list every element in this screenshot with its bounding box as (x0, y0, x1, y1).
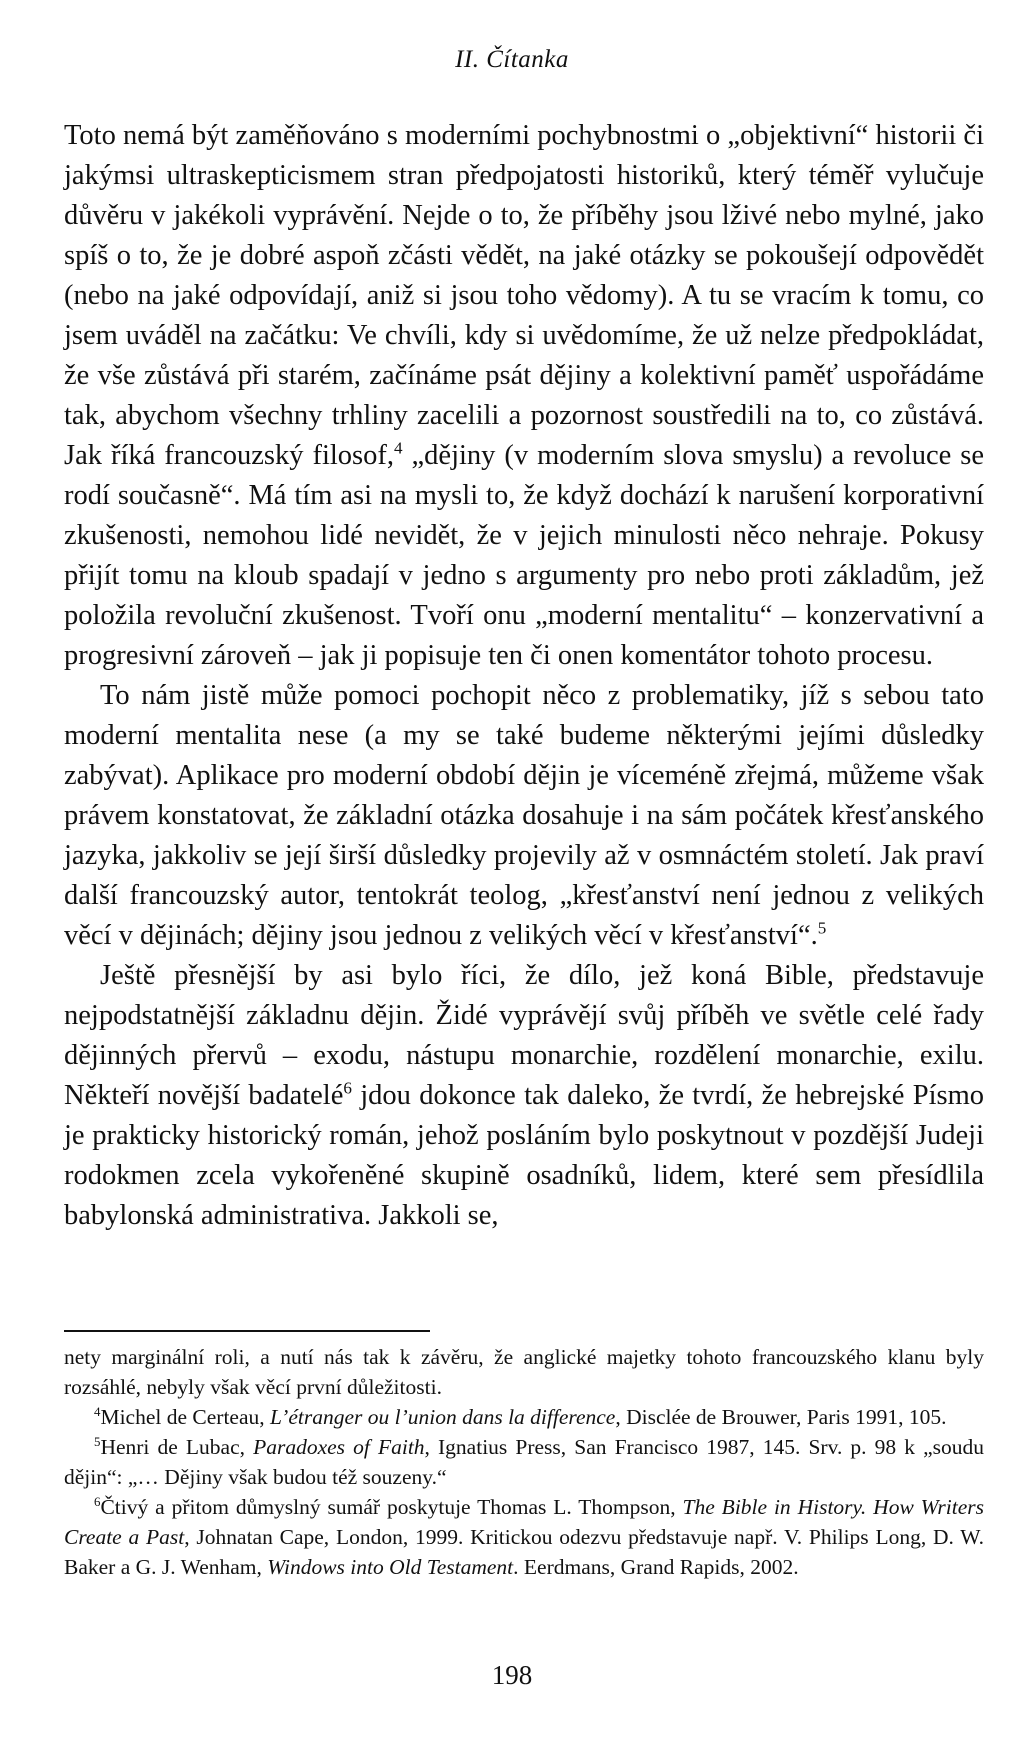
text-run: , Johnatan Cape, London, 1999. Kritickou odezvu představuje např. V. Philips Long, D. W. Baker a G. J. Wenham, (64, 1525, 984, 1579)
italic-title: The Bible in History. How Writers Create a Past (64, 1495, 984, 1549)
italic-title: L’étranger ou l’union dans la difference (270, 1405, 616, 1429)
italic-title: Paradoxes of Faith (253, 1435, 425, 1459)
text-run: Ještě přesnější by asi bylo říci, že dílo, jež koná Bible, představuje nejpodstatnější základnu dějin. Židé vyprávějí svůj příběh ve světle celé řady dějinných přervů – exodu, nástupu monarchie, rozdělení monarchie, exilu. Někteří novější badatelé (64, 960, 984, 1111)
footnote-reference: 5 (94, 1434, 101, 1449)
footnotes (64, 1342, 984, 1582)
footnote-1 (64, 1342, 984, 1402)
italic-title: Windows into Old Testament (267, 1555, 514, 1579)
text-run: , Ignatius Press, San Francisco 1987, 145. Srv. p. 98 k „soudu dějin“: „… Dějiny však budou též souzeny.“ (64, 1435, 984, 1489)
text-run: nety marginální roli, a nutí nás tak k závěru, že anglické majetky tohoto francouzského klanu byly rozsáhlé, nebyly však věcí první důležitosti. (64, 1345, 984, 1399)
text-run: Čtivý a přitom důmyslný sumář poskytuje Thomas L. Thompson, (100, 1495, 683, 1519)
text-run: „dějiny (v moderním slova smyslu) a revoluce se rodí současně“. Má tím asi na mysli to, že když dochází k narušení korporativní zkušenosti, nemohou lidé nevidět, že v jejich minulosti něco nehraje. Pokusy přijít tomu na kloub spadají v jedno s argumenty pro nebo proti základům, jež položila revoluční zkušenost. Tvoří onu „moderní mentalitu“ – konzervativní a progresivní zároveň – jak ji popisuje ten či onen komentátor tohoto procesu. (64, 440, 984, 671)
text-run: To nám jistě může pomoci pochopit něco z problematiky, jíž s sebou tato moderní mentalita nese (a my se také budeme některými jejími důsledky zabývat). Aplikace pro moderní období dějin je víceméně zřejmá, můžeme však právem konstatovat, že základní otázka dosahuje i na sám počátek křesťanského jazyka, jakkoliv se její širší důsledky projevily až v osmnáctém století. Jak praví další francouzský autor, tentokrát teolog, „křesťanství není jednou z velikých věcí v dějinách; dějiny jsou jednou z velikých věcí v křesťanství“. (64, 680, 984, 951)
footnote-reference: 4 (94, 1404, 101, 1419)
text-run: Toto nemá být zaměňováno s moderními pochybnostmi o „objektivní“ historii či jakýmsi ultraskepticismem stran předpojatosti historiků, který téměř vylučuje důvěru v jakékoli vyprávění. Nejde o to, že příběhy jsou lživé nebo mylné, jako spíš o to, že je dobré aspoň zčásti vědět, na jaké otázky se pokoušejí odpovědět (nebo na jaké odpovídají, aniž si jsou toho vědomy). A tu se vracím k tomu, co jsem uváděl na začátku: Ve chvíli, kdy si uvědomíme, že už nelze předpokládat, že vše zůstává při starém, začínáme psát dějiny a kolektivní paměť uspořádáme tak, abychom všechny trhliny zacelili a pozornost soustředili na to, co zůstává. Jak říká francouzský filosof, (64, 120, 984, 471)
footnote-reference: 6 (343, 1078, 352, 1098)
footnote-reference: 5 (817, 918, 827, 938)
text-run: Michel de Certeau, (100, 1405, 270, 1429)
text-run: jdou dokonce tak daleko, že tvrdí, že hebrejské Písmo je prakticky historický román, jehož posláním bylo poskytnout v pozdější Judeji rodokmen zcela vykořeněné skupině osadníků, lidem, které sem přesídlila babylonská administrativa. Jakkoli se, (64, 1080, 984, 1231)
paragraph-1 (64, 116, 984, 676)
page-number: 198 (491, 1660, 533, 1690)
text-run: Henri de Lubac, (100, 1435, 254, 1459)
body-text (64, 116, 984, 1236)
text-run: , Disclée de Brouwer, Paris 1991, 105. (615, 1405, 947, 1429)
paragraph-3 (64, 956, 984, 1236)
paragraph-2 (64, 676, 984, 956)
footnote-2 (64, 1402, 984, 1432)
footnote-reference: 6 (94, 1494, 101, 1509)
text-run: . Eerdmans, Grand Rapids, 2002. (513, 1555, 799, 1579)
footnote-rule (64, 1330, 430, 1332)
running-head: II. Čítanka (455, 46, 569, 73)
footnote-reference: 4 (394, 438, 403, 458)
footnote-4 (64, 1492, 984, 1582)
footnote-3 (64, 1432, 984, 1492)
